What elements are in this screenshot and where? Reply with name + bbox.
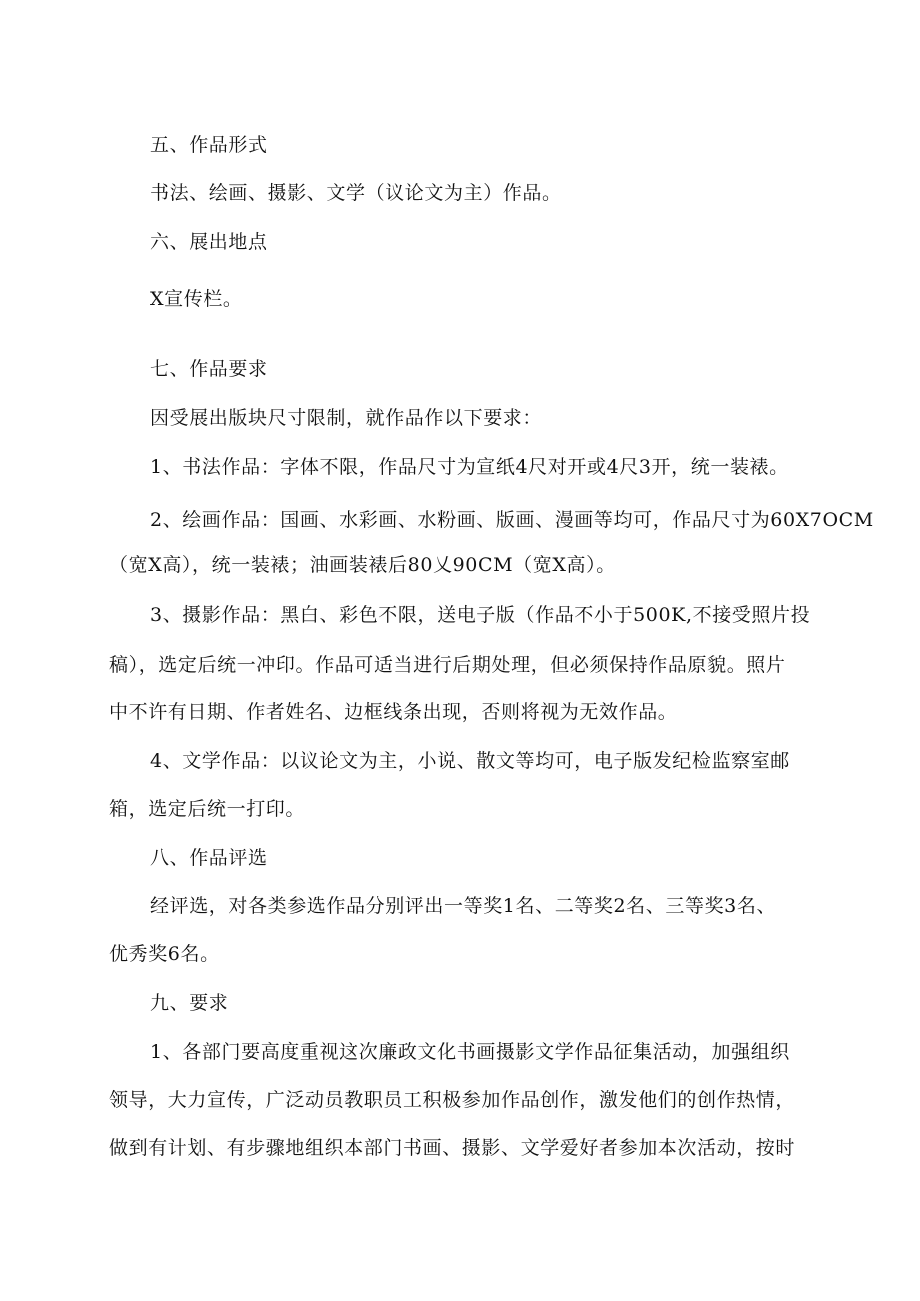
- paragraph-line: 2、绘画作品：国画、水彩画、水粉画、版画、漫画等均可，作品尺寸为60X7OCM: [150, 509, 874, 531]
- paragraph-line: （宽X高），统一装裱；油画装裱后80乂90CM（宽X高）。: [109, 554, 616, 576]
- paragraph-line: 稿），选定后统一冲印。作品可适当进行后期处理，但必须保持作品原貌。照片: [109, 654, 786, 676]
- paragraph-line: 1、书法作品：字体不限，作品尺寸为宣纸4尺对开或4尺3开，统一装裱。: [150, 456, 789, 478]
- paragraph-line: 书法、绘画、摄影、文学（议论文为主）作品。: [150, 182, 562, 204]
- section-heading-6: 六、展出地点: [150, 231, 268, 253]
- paragraph-line: 做到有计划、有步骤地组织本部门书画、摄影、文学爱好者参加本次活动，按时: [109, 1137, 796, 1159]
- paragraph-line: 4、文学作品：以议论文为主，小说、散文等均可，电子版发纪检监察室邮: [150, 750, 790, 772]
- paragraph-line: 中不许有日期、作者姓名、边框线条出现，否则将视为无效作品。: [109, 701, 678, 723]
- paragraph-line: 经评选，对各类参选作品分别评出一等奖1名、二等奖2名、三等奖3名、: [150, 895, 777, 917]
- paragraph-line: X宣传栏。: [150, 288, 243, 310]
- paragraph-line: 箱，选定后统一打印。: [109, 798, 306, 820]
- section-heading-5: 五、作品形式: [150, 134, 268, 156]
- section-heading-9: 九、要求: [150, 992, 229, 1014]
- section-heading-8: 八、作品评选: [150, 847, 268, 869]
- paragraph-line: 3、摄影作品：黑白、彩色不限，送电子版（作品不小于500K,不接受照片投: [150, 604, 811, 626]
- paragraph-line: 领导，大力宣传，广泛动员教职员工积极参加作品创作，激发他们的创作热情，: [109, 1089, 796, 1111]
- paragraph-line: 优秀奖6名。: [109, 943, 220, 965]
- paragraph-line: 因受展出版块尺寸限制，就作品作以下要求：: [150, 407, 543, 429]
- paragraph-line: 1、各部门要高度重视这次廉政文化书画摄影文学作品征集活动，加强组织: [150, 1041, 790, 1063]
- section-heading-7: 七、作品要求: [150, 358, 268, 380]
